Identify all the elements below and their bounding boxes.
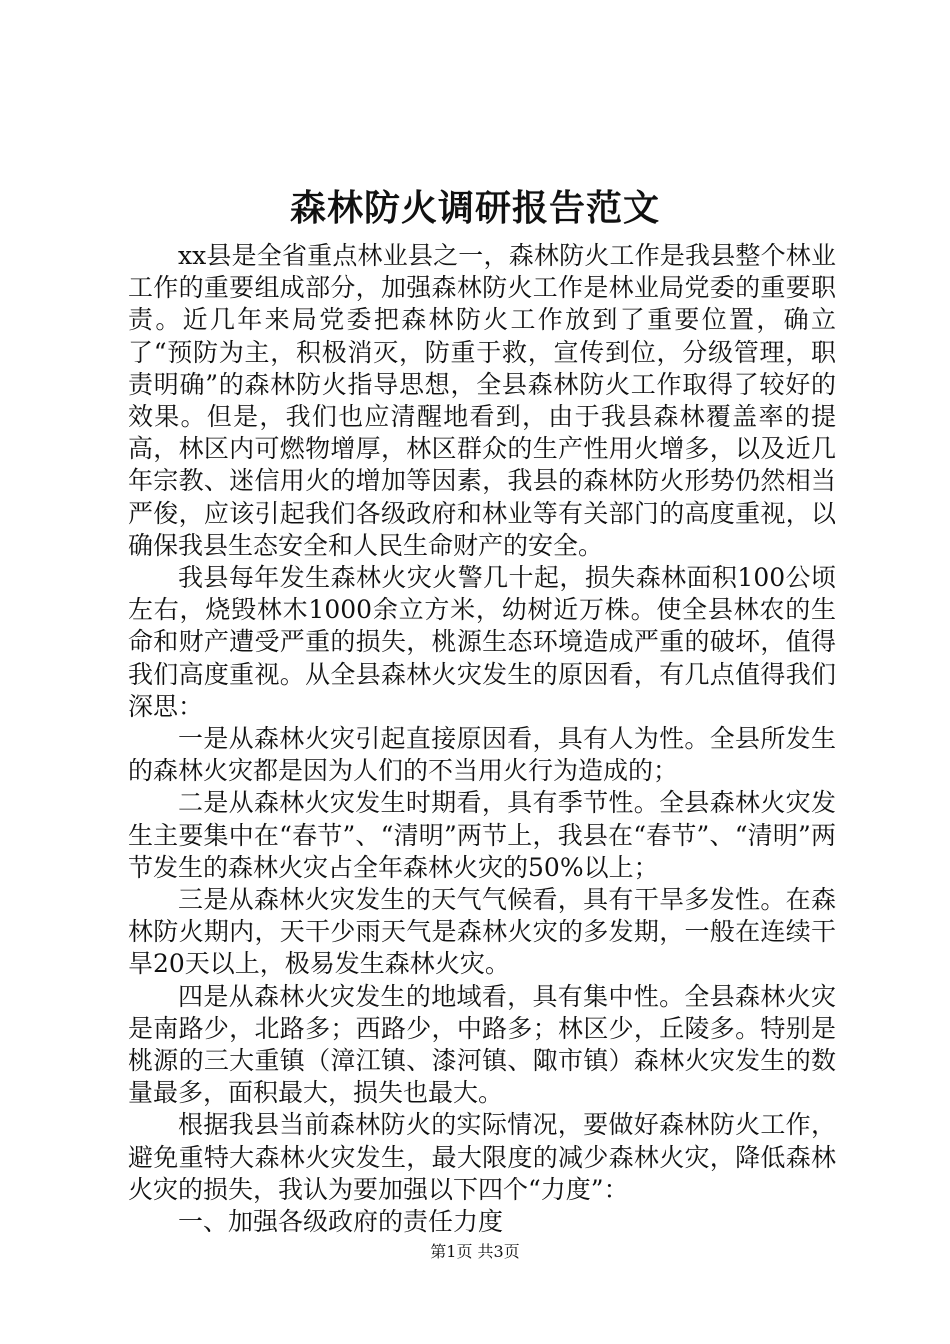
paragraph: xx县是全省重点林业县之一，森林防火工作是我县整个林业工作的重要组成部分，加强森林防火工作是林业局党委的重要职责。近几年来局党委把森林防火工作放到了重要位置，确立了“预防为主，积极消灭，防重于救，宣传到位，分级管理，职责明确”的森林防火指导思想，全县森林防火工作取得了较好的效果。但是，我们也应清醒地看到，由于我县森林覆盖率的提高，林区内可燃物增厚，林区群众的生产性用火增多，以及近几年宗教、迷信用火的增加等因素，我县的森林防火形势仍然相当严俊，应该引起我们各级政府和林业等有关部门的高度重视，以确保我县生态安全和人民生命财产的安全。 — [128, 241, 836, 560]
section-heading: 一、加强各级政府的责任力度 — [178, 1207, 504, 1237]
document-body — [128, 240, 836, 1238]
paragraph: 四是从森林火灾发生的地域看，具有集中性。全县森林火灾是南路少，北路多；西路少，中路多；林区少，丘陵多。特别是桃源的三大重镇（漳江镇、漆河镇、陬市镇）森林火灾发生的数量最多，面积最大，损失也最大。 — [128, 981, 836, 1108]
paragraph: 我县每年发生森林火灾火警几十起，损失森林面积100公顷左右，烧毁林木1000余立方米，幼树近万株。使全县林农的生命和财产遭受严重的损失，桃源生态环境造成严重的破坏，值得我们高度重视。从全县森林火灾发生的原因看，有几点值得我们深思： — [128, 563, 836, 721]
paragraph: 二是从森林火灾发生时期看，具有季节性。全县森林火灾发生主要集中在“春节”、“清明”两节上，我县在“春节”、“清明”两节发生的森林火灾占全年森林火灾的50%以上； — [128, 788, 836, 882]
paragraph: 三是从森林火灾发生的天气气候看，具有干旱多发性。在森林防火期内，天干少雨天气是森林火灾的多发期，一般在连续干旱20天以上，极易发生森林火灾。 — [128, 885, 836, 979]
paragraph: 根据我县当前森林防火的实际情况，要做好森林防火工作，避免重特大森林火灾发生，最大限度的减少森林火灾，降低森林火灾的损失，我认为要加强以下四个“力度”： — [128, 1110, 836, 1204]
document-title: 森林防火调研报告范文 — [289, 187, 660, 229]
paragraph: 一是从森林火灾引起直接原因看，具有人为性。全县所发生的森林火灾都是因为人们的不当用火行为造成的； — [128, 724, 836, 786]
page-number-footer: 第1页 共3页 — [430, 1242, 520, 1261]
